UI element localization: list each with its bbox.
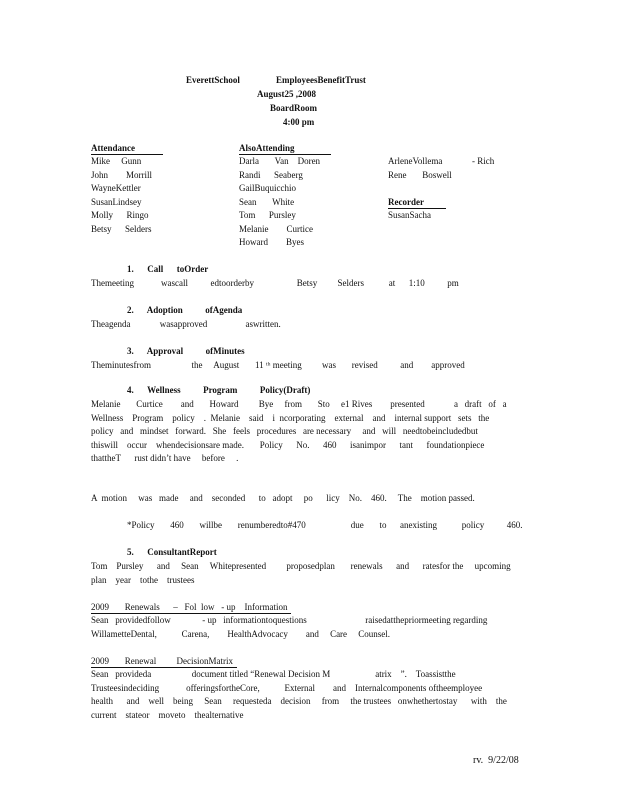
attendee: WayneKettler	[91, 183, 141, 193]
decision-matrix-text: Sean provideda document titled “Renewal Decision M atrix ”. Toassistthe Trusteesindeciding offeringsfortheCore, External and Internalcomponents oftheemployee health and well being Sean requesteda decision from the trustees onwhethertostay with the current stateor moveto thealternative	[91, 669, 516, 720]
meeting-date: August25 ,2008	[257, 89, 317, 99]
attendee: Mike Gunn	[91, 156, 142, 166]
renewals-followup-text: Sean providedfollow - up informationtoquestions raisedatthepriormeeting regarding WillametteDental, Carena, HealthAdvocacy and Care Counsel.	[91, 615, 510, 639]
attendance-column	[91, 142, 163, 236]
section-2-text: Theagenda wasapproved aswritten.	[91, 319, 281, 329]
section-2-heading	[127, 304, 242, 318]
meeting-time: 4:00 pm	[283, 117, 315, 127]
guest: Darla Van Doren	[239, 156, 321, 166]
section-number: 1.	[127, 264, 134, 274]
section-number: 4.	[127, 385, 134, 395]
motion-paragraph: A motion was made and seconded to adopt po licy No. 460. The motion passed.	[91, 493, 475, 503]
section-4-heading	[127, 384, 310, 398]
also-attending-column	[239, 142, 331, 250]
section-1-text: Themeeting wascall edtoorderby Betsy Selders at 1:10 pm	[91, 278, 459, 288]
guest: ArleneVollema	[388, 156, 443, 166]
also-attending-column-2	[388, 155, 452, 182]
school-name: EverettSchool	[186, 75, 240, 85]
section-title: Wellness Program Policy(Draft)	[147, 385, 311, 395]
recorder-heading: Recorder	[388, 196, 446, 209]
guest-rich: - Rich	[472, 156, 495, 166]
section-3-heading	[127, 345, 245, 359]
guest: GailBuquicchio	[239, 183, 296, 193]
attendee: Betsy Selders	[91, 223, 152, 234]
policy-note: *Policy 460 willbe renumberedto#470 due to anexisting policy 460.	[127, 520, 523, 530]
decision-matrix-heading: 2009 Renewal DecisionMatrix	[91, 655, 237, 668]
section-title: Call toOrder	[147, 264, 209, 274]
section-5-text: Tom Pursley and Sean Whitepresented proposedplan renewals and ratesfor the upcoming plan year tothe trustees	[91, 561, 522, 585]
guest: Randi Seaberg	[239, 169, 303, 180]
section-5-heading	[127, 546, 217, 560]
attendance-heading: Attendance	[91, 142, 163, 155]
recorder-name: SusanSacha	[388, 210, 431, 220]
renewals-followup-heading: 2009 Renewals – Fol low - up Information	[91, 601, 291, 614]
attendee: John Morrill	[91, 169, 153, 180]
trust-name: EmployeesBenefitTrust	[276, 75, 366, 85]
guest: Sean White	[239, 196, 295, 207]
attendee: Molly Ringo	[91, 210, 149, 220]
guest: Howard Byes	[239, 237, 304, 247]
recorder-block	[388, 196, 446, 223]
section-number: 5.	[127, 547, 134, 557]
attendee: SusanLindsey	[91, 196, 142, 207]
section-title: Approval ofMinutes	[146, 346, 245, 356]
guest: Rene Boswell	[388, 169, 452, 180]
guest: Tom Pursley	[239, 210, 296, 220]
also-attending-heading: AlsoAttending	[239, 142, 331, 155]
section-title: ConsultantReport	[147, 547, 217, 557]
revision-date: rv. 9/22/08	[473, 755, 519, 766]
meeting-room: BoardRoom	[270, 103, 317, 113]
section-4-paragraph: Melanie Curtice and Howard Bye from Sto e1 Rives presented a draft of a Wellness Program policy . Melanie said i ncorporating external and internal support sets the policy and mindset forward. She feels procedures are necessary and will needtobeincludedbut thiswill occur whendecisionsare made. Policy No. 460 isanimpor tant foundationpiece thattheT rust didn’t have before .	[91, 399, 509, 463]
section-title: Adoption ofAgenda	[146, 305, 243, 315]
section-number: 2.	[127, 305, 134, 315]
section-1-heading	[127, 263, 208, 277]
section-number: 3.	[127, 346, 134, 356]
guest: Melanie Curtice	[239, 223, 313, 234]
section-3-text: Theminutesfrom the August 11 ᵗʰ meeting was revised and approved	[91, 360, 465, 370]
